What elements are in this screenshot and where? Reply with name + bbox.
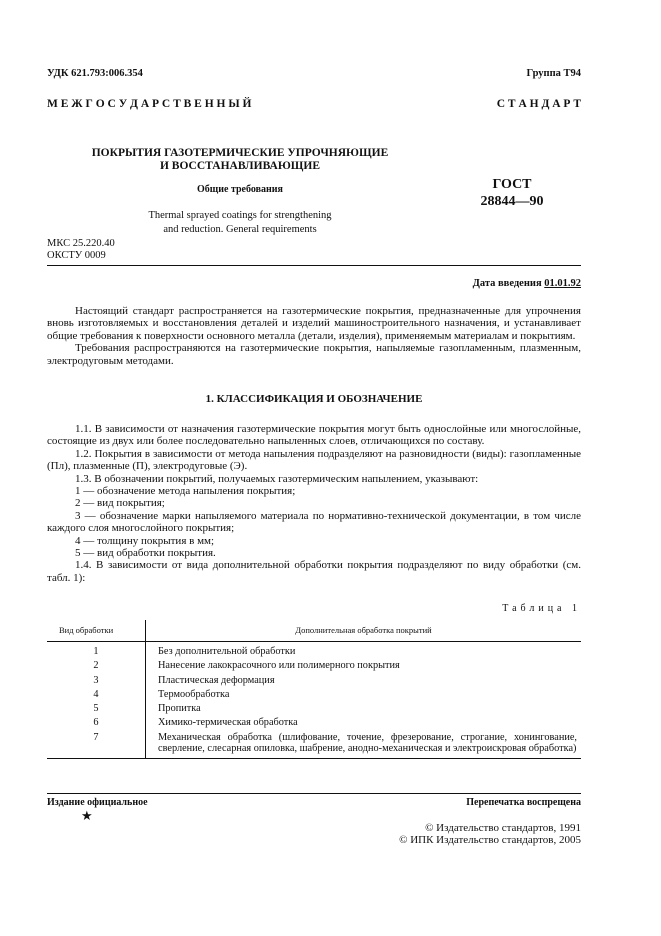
document-subtitle: Общие требования <box>197 184 283 195</box>
english-title <box>70 209 410 237</box>
table-row <box>47 674 581 688</box>
copyright-block <box>399 822 581 846</box>
table-row <box>47 716 581 730</box>
column-header-type: Вид обработки <box>47 620 146 642</box>
cell-text: Химико-термическая обработка <box>158 717 298 729</box>
mks-code: МКС 25.220.40 <box>47 238 115 249</box>
cell-number: 5 <box>47 702 146 716</box>
title-line: И ВОССТАНАВЛИВАЮЩИЕ <box>159 160 321 172</box>
banner-word-standard: С Т А Н Д А Р Т <box>496 98 581 110</box>
paragraph: 1.2. Покрытия в зависимости от метода напыления подразделяют на разновидности (виды): газопламенные (Пл), плазменные (П), электродуговые (Э). <box>47 447 581 473</box>
gost-number <box>452 176 572 210</box>
okstu-code: ОКСТУ 0009 <box>47 250 106 261</box>
cell-text: Механическая обработка (шлифование, точение, фрезерование, строгание, хонингование, сверление, слесарная опиловка, шабрение, анодно-механическая и электроискровая обработка) <box>146 731 582 759</box>
cell-text: Пластическая деформация <box>158 674 275 686</box>
udc-code: УДК 621.793:006.354 <box>47 68 143 79</box>
cell-number: 2 <box>47 659 146 673</box>
intro-text <box>47 305 581 367</box>
cell-number: 1 <box>47 642 146 660</box>
cell-text: Пропитка <box>158 703 201 715</box>
title-line: ПОКРЫТИЯ ГАЗОТЕРМИЧЕСКИЕ УПРОЧНЯЮЩИЕ <box>91 147 389 159</box>
cell-text: Нанесение лакокрасочного или полимерного покрытия <box>158 660 400 672</box>
official-edition: Издание официальное <box>47 797 148 808</box>
effective-date <box>473 278 581 289</box>
table-row <box>47 702 581 716</box>
column-header-treatment: Дополнительная обработка покрытий <box>146 620 582 642</box>
english-title-line: and reduction. General requirements <box>163 224 317 235</box>
cell-number: 4 <box>47 688 146 702</box>
paragraph: Требования распространяются на газотермические покрытия, напыляемые газопламенным, плазменным, электродуговым методами. <box>47 342 581 367</box>
reprint-notice: Перепечатка воспрещена <box>466 797 581 808</box>
paragraph: 1.3. В обозначении покрытий, получаемых газотермическим напылением, указывают: <box>75 472 479 485</box>
classification-codes <box>47 238 115 262</box>
copyright-line: © Издательство стандартов, 1991 <box>425 822 581 834</box>
effective-date-label: Дата введения <box>472 278 542 289</box>
list-item: 5 — вид обработки покрытия. <box>75 547 216 560</box>
list-item: 2 — вид покрытия; <box>75 497 165 510</box>
table-row <box>47 659 581 673</box>
section-text <box>47 423 581 584</box>
star-icon: ★ <box>81 808 93 823</box>
paragraph: 1.4. В зависимости от вида дополнительной обработки покрытия подразделяют по виду обработки (см. табл. 1): <box>47 559 581 584</box>
gost-code: 28844—90 <box>480 194 544 209</box>
cell-number: 3 <box>47 674 146 688</box>
table-row <box>47 731 581 759</box>
cell-number: 6 <box>47 716 146 730</box>
cell-text: Без дополнительной обработки <box>158 646 296 657</box>
treatment-table <box>47 620 581 759</box>
table-header-row <box>47 620 581 642</box>
header-divider <box>47 265 581 266</box>
cell-text: Термообработка <box>158 688 230 700</box>
cell-number: 7 <box>47 731 146 759</box>
effective-date-value: 01.01.92 <box>544 278 581 289</box>
paragraph: 1.1. В зависимости от назначения газотермические покрытия могут быть однослойные или многослойные, состоящие из двух или более последовательно напыленных слоев, отличающихся по составу. <box>47 423 581 448</box>
gost-label: ГОСТ <box>492 177 532 192</box>
list-item: 4 — толщину покрытия в мм; <box>75 534 215 547</box>
table-row <box>47 688 581 702</box>
document-title <box>70 147 410 173</box>
copyright-line: © ИПК Издательство стандартов, 2005 <box>399 834 581 846</box>
english-title-line: Thermal sprayed coatings for strengthening <box>148 210 332 221</box>
footer-divider <box>47 793 581 794</box>
table-label: Таблица 1 <box>502 603 581 614</box>
table-row <box>47 642 581 660</box>
section-heading: 1. КЛАССИФИКАЦИЯ И ОБОЗНАЧЕНИЕ <box>205 393 423 405</box>
standard-banner <box>47 98 581 110</box>
banner-word-interstate: М Е Ж Г О С У Д А Р С Т В Е Н Н Ы Й <box>47 98 252 110</box>
list-item: 1 — обозначение метода напыления покрытия; <box>75 485 296 498</box>
group-code: Группа Т94 <box>526 68 581 79</box>
paragraph: Настоящий стандарт распространяется на газотермические покрытия, предназначенные для упрочнения вновь изготовляемых и восстановления деталей и изделий машиностроительного назначения, и устанавливает общие требования к поверхности основного металла (детали, изделия), применяемым материалам и покрытиям. <box>47 305 581 342</box>
list-item: 3 — обозначение марки напыляемого материала по нормативно-технической документации, в том числе каждого слоя многослойного покрытия; <box>47 509 581 535</box>
